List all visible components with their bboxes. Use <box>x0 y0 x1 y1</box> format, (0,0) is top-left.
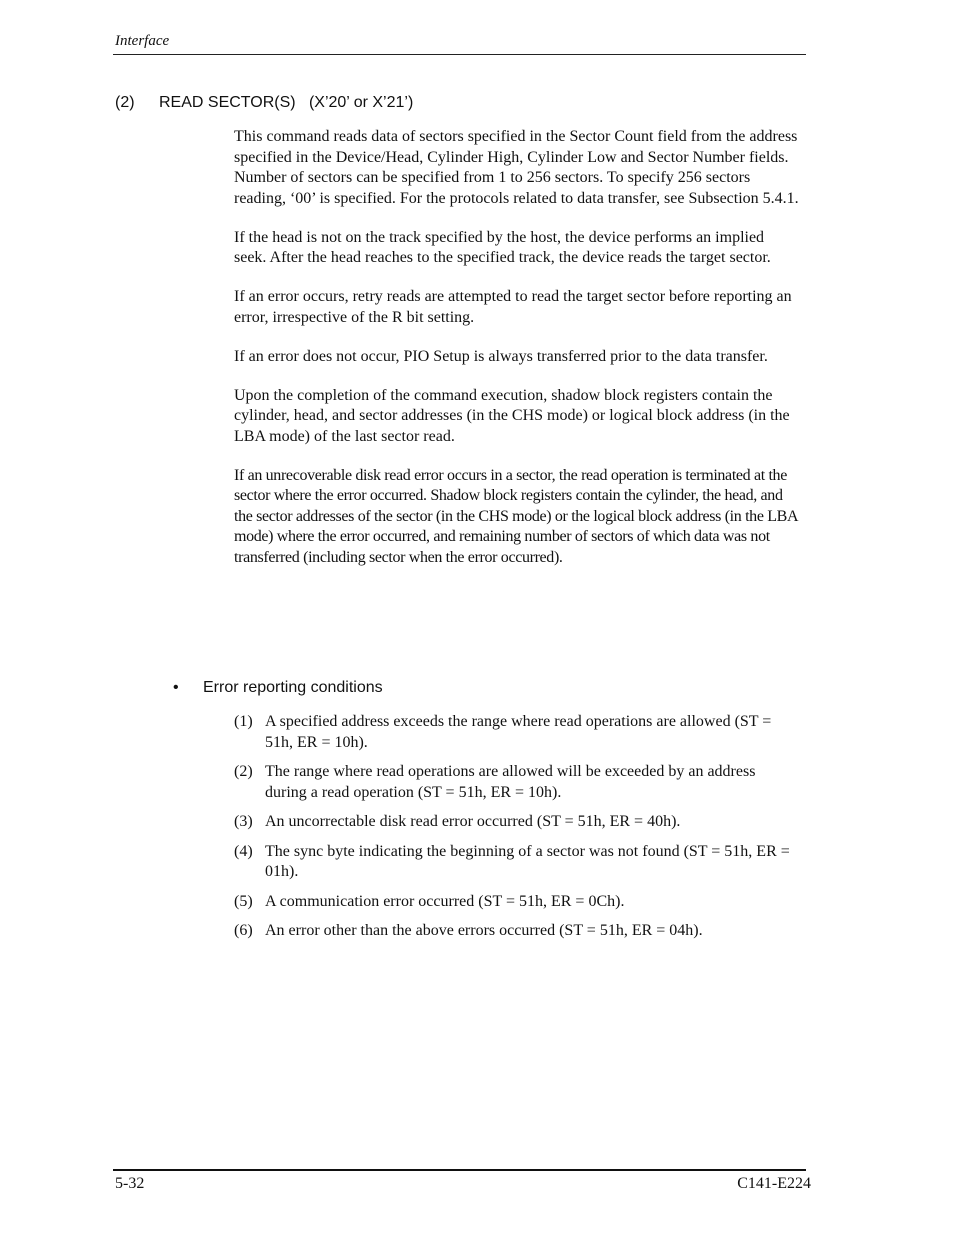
paragraph: If an error does not occur, PIO Setup is always transferred prior to the data transfer. <box>234 347 768 365</box>
list-item-text: The sync byte indicating the beginning of a sector was not found (ST = 51h, ER = 01h). <box>265 842 790 880</box>
list-item-text: An uncorrectable disk read error occurred (ST = 51h, ER = 40h). <box>265 813 681 830</box>
list-item-text: A specified address exceeds the range where read operations are allowed (ST = 51h, ER = 10h). <box>265 713 772 751</box>
paragraph: If an unrecoverable disk read error occurs in a sector, the read operation is terminated at the sector where the error occurred. Shadow block registers contain the cylinder, the head, and the sector addresses of the sector (in the CHS mode) or the logical block address (in the LBA mode) where the error occurred, and remaining number of sectors of which data was not transferred (including sector when the error occurred). <box>234 466 798 566</box>
header-rule <box>113 54 806 55</box>
document-id: C141-E224 <box>737 1175 811 1192</box>
list-item <box>234 892 800 913</box>
list-item-number: (2) <box>234 763 253 780</box>
error-conditions-list <box>234 712 800 951</box>
list-item-number: (4) <box>234 842 253 860</box>
running-header-title: Interface <box>115 33 170 49</box>
paragraph: Upon the completion of the command execution, shadow block registers contain the cylinder, head, and sector addresses (in the CHS mode) or logical block address (in the LBA mode) of the last sector read. <box>234 386 790 445</box>
list-item-text: The range where read operations are allowed will be exceeded by an address during a read operation (ST = 51h, ER = 10h). <box>265 763 756 801</box>
section-title: READ SECTOR(S) (X’20’ or X’21’) <box>159 94 414 111</box>
list-item <box>234 712 800 753</box>
bullet-item <box>173 679 383 697</box>
list-item-text: A communication error occurred (ST = 51h, ER = 0Ch). <box>265 892 625 910</box>
bullet-icon: • <box>173 679 179 696</box>
list-item-number: (6) <box>234 922 253 939</box>
paragraph: If an error occurs, retry reads are attempted to read the target sector before reporting an error, irrespective of the R bit setting. <box>234 288 792 326</box>
paragraph: If the head is not on the track specified by the host, the device performs an implied seek. After the head reaches to the specified track, the device reads the target sector. <box>234 228 771 266</box>
section-number: (2) <box>115 94 135 111</box>
list-item-text: An error other than the above errors occurred (ST = 51h, ER = 04h). <box>265 922 703 939</box>
bullet-text: Error reporting conditions <box>203 679 383 696</box>
list-item <box>234 921 800 942</box>
list-item <box>234 812 800 833</box>
list-item-number: (1) <box>234 713 253 730</box>
body-text <box>234 127 800 587</box>
section-heading <box>115 94 413 112</box>
footer-rule <box>113 1169 806 1171</box>
list-item <box>234 842 800 883</box>
list-item-number: (3) <box>234 813 253 830</box>
list-item <box>234 762 800 803</box>
list-item-number: (5) <box>234 892 253 910</box>
page-number: 5-32 <box>115 1175 145 1192</box>
paragraph: This command reads data of sectors specified in the Sector Count field from the address specified in the Device/Head, Cylinder High, Cylinder Low and Sector Number fields. Number of sectors can be specified from 1 to 256 sectors. To specify 256 sectors reading, ‘00’ is specified. For the protocols related to data transfer, see Subsection 5.4.1. <box>234 128 799 207</box>
